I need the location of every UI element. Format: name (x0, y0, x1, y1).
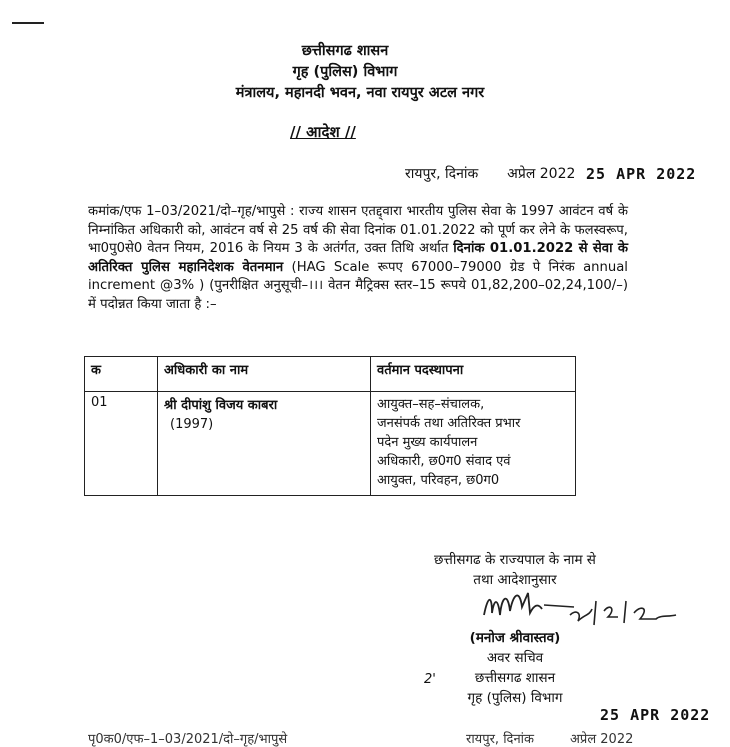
order-title: // आदेश // (290, 123, 356, 141)
posting-line: आयुक्त–सह–संचालक, (377, 397, 485, 412)
posting-line: अधिकारी, छ0ग0 संवाद एवं (377, 454, 511, 469)
officer-name: श्री दीपांशु विजय काबरा (164, 398, 278, 413)
signature-authority (395, 550, 635, 590)
signatory-designation: अवर सचिव (486, 650, 544, 666)
posting-line: जनसंपर्क तथा अतिरिक्त प्रभार (377, 416, 521, 431)
table-row (85, 392, 576, 496)
signature-line-2: तथा आदेशानुसार (473, 572, 557, 588)
date-stamp: 25 APR 2022 (586, 165, 697, 183)
officer-batch-year: (1997) (170, 417, 214, 432)
signatory-org-1: छत्तीसगढ शासन (474, 670, 556, 686)
posting-line: पदेन मुख्य कार्यपालन (377, 435, 478, 450)
header-officer-name: अधिकारी का नाम (158, 357, 371, 392)
date-line (405, 164, 575, 183)
handwritten-initial: 2' (424, 672, 436, 687)
order-text-part-1: राज्य शासन एतद्द्वारा भारतीय पुलिस सेवा के 1997 आवंटन वर्ष के निम्नांकित अधिकारी को, आवंटन वर्ष से 25 वर्ष की सेवा दिनांक 01.01.2022 को पूर्ण कर लेने के फलस्वरूप, भा0पु0से0 वेतन नियम, 2016 के नियम 3 के अतंर्गत, उक्त तिथि अर्थात (88, 204, 628, 257)
bottom-endorsement-line (88, 729, 728, 747)
endorsement-place: रायपुर, दिनांक (466, 732, 535, 747)
date-month: अप्रेल 2022 (507, 166, 576, 182)
header-current-posting: वर्तमान पदस्थापना (371, 357, 576, 392)
cell-officer (158, 392, 371, 496)
bottom-date-stamp: 25 APR 2022 (600, 706, 711, 724)
cell-serial: 01 (85, 392, 158, 496)
header-serial: क (85, 357, 158, 392)
handwritten-signature (480, 585, 690, 630)
signatory-name: (मनोज श्रीवास्तव) (469, 630, 561, 646)
corner-dash-mark (12, 22, 44, 24)
order-text-bold: दिनांक 01.01.2022 से सेवा के अतिरिक्त पुलिस महानिदेशक वेतनमान (88, 241, 628, 275)
header-address: मंत्रालय, महानदी भवन, नवा रायपुर अटल नगर (235, 85, 485, 101)
order-text-part-2: (HAG Scale रूपए 67000–79000 ग्रेड पे निरंक annual increment @3% ) (पुनरीक्षित अनुसूची–।।। वेतन मैट्रिक्स स्तर–15 रूपये 01,82,200–02,24,100/–) में पदोन्नत किया जाता है :– (88, 259, 628, 312)
header-department: गृह (पुलिस) विभाग (292, 64, 398, 80)
order-reference: कमांक/एफ 1–03/2021/दो–गृह/भापुसे : (88, 204, 295, 219)
date-place-label: रायपुर, दिनांक (405, 166, 479, 182)
order-body (88, 203, 628, 315)
signature-line-1: छत्तीसगढ के राज्यपाल के नाम से (434, 552, 596, 568)
endorsement-month: अप्रेल 2022 (570, 732, 634, 747)
header-government: छत्तीसगढ शासन (301, 43, 389, 59)
signatory-org-2: गृह (पुलिस) विभाग (467, 690, 563, 706)
posting-line: आयुक्त, परिवहन, छ0ग0 (377, 473, 500, 488)
cell-posting (371, 392, 576, 496)
officer-table (84, 356, 576, 496)
table-header-row (85, 357, 576, 392)
signatory-block (395, 628, 635, 708)
endorsement-ref: पृ0क0/एफ–1–03/2021/दो–गृह/भापुसे (88, 732, 288, 747)
